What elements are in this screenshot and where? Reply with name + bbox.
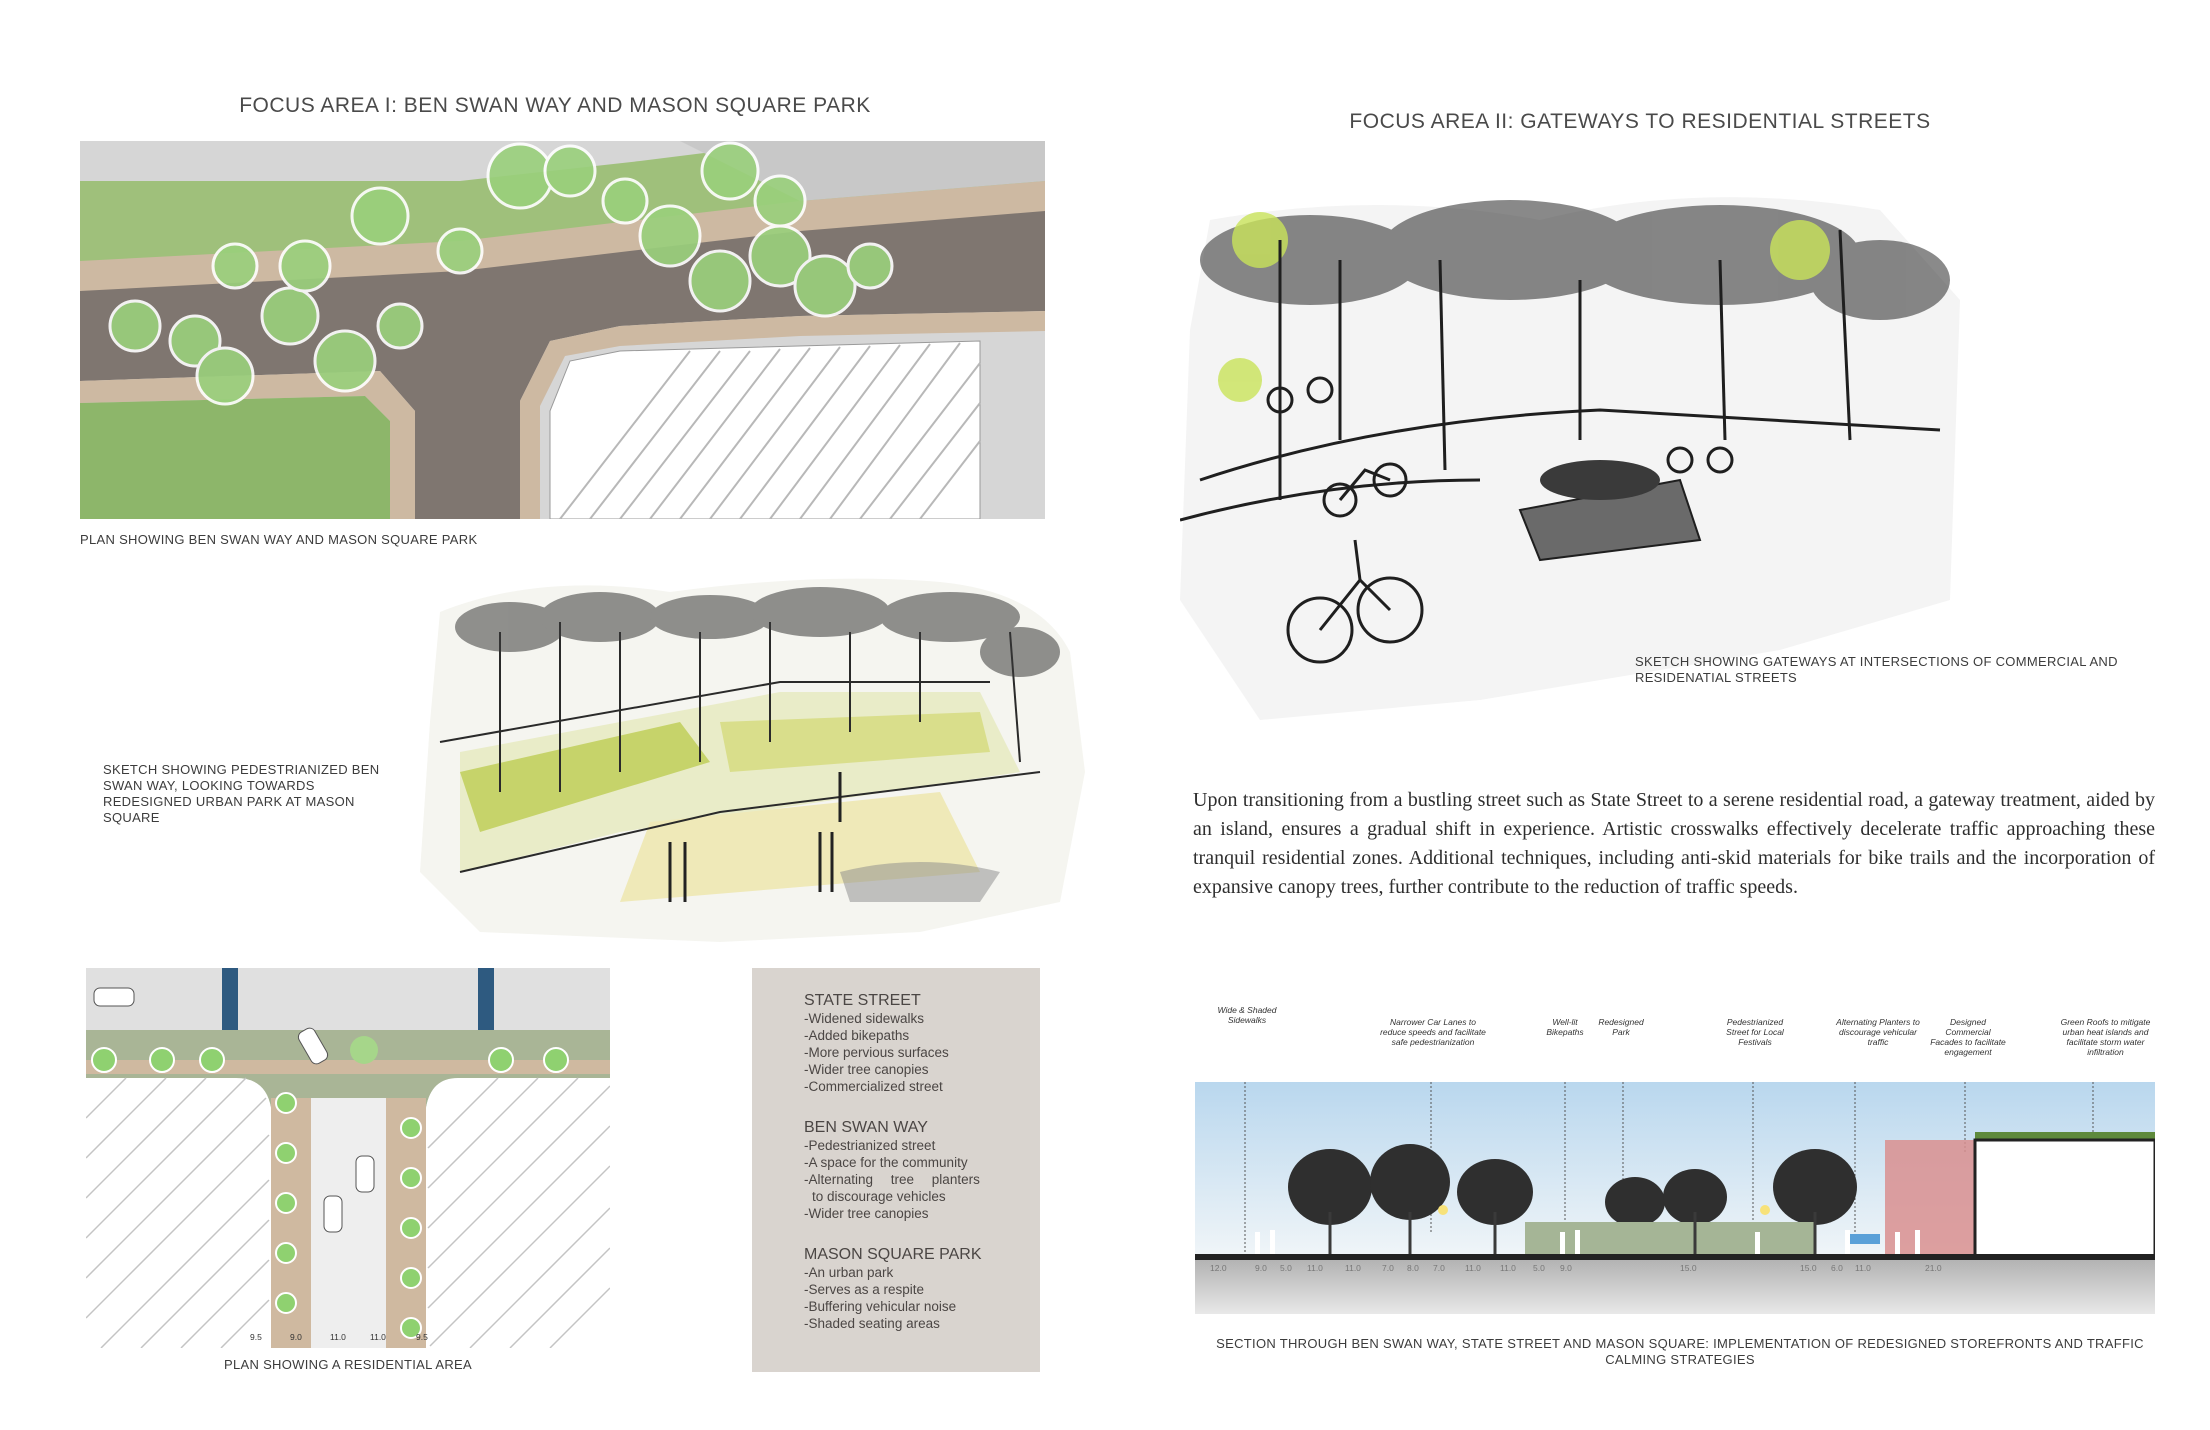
section-dimension: 6.0 (1831, 1263, 1843, 1273)
pedestrian-street-sketch (420, 572, 1085, 942)
legend-heading: BEN SWAN WAY (804, 1119, 928, 1136)
section-label-green-roofs: Green Roofs to mitigate urban heat islands and facilitate storm water infiltration (2060, 1017, 2151, 1057)
legend-item: -An urban park (804, 1265, 894, 1280)
section-dimension: 11.0 (1465, 1263, 1481, 1273)
legend-heading: STATE STREET (804, 992, 921, 1009)
legend-item: to discourage vehicles (812, 1189, 946, 1204)
section-label-park: Redesigned Park (1598, 1017, 1644, 1037)
legend-item: -Wider tree canopies (804, 1206, 929, 1221)
gateway-description: Upon transitioning from a bustling street such as State Street to a serene residential road, a gateway treatment, aided by an island, ensures a gradual shift in experience. Artistic crosswalks effectively decelerate traffic approaching these tranquil residential zones. Additional techniques, including anti-skid materials for bike trails and the incorporation of expansive canopy trees, further contribute to the reduction of traffic speeds. (1193, 789, 2155, 898)
section-dimension: 9.0 (1560, 1263, 1572, 1273)
legend-group-mason-square-park (804, 1246, 1006, 1332)
legend-heading: MASON SQUARE PARK (804, 1246, 982, 1263)
design-elements-legend (752, 968, 1040, 1372)
section-dimension: 11.0 (1855, 1263, 1871, 1273)
legend-item: -Alternating tree planters (804, 1172, 980, 1187)
section-dimension-row (1195, 1263, 2155, 1275)
focus-area-1-title: FOCUS AREA I: BEN SWAN WAY AND MASON SQUARE PARK (239, 94, 871, 117)
section-dimension: 11.0 (1500, 1263, 1516, 1273)
section-dimension: 9.0 (1255, 1263, 1267, 1273)
section-dimension: 21.0 (1925, 1263, 1942, 1273)
dimension-label: 9.5 (416, 1332, 428, 1342)
dimension-label: 11.0 (370, 1332, 386, 1342)
section-dimension: 7.0 (1382, 1263, 1394, 1273)
legend-group-ben-swan-way (804, 1119, 1006, 1222)
legend-item: -More pervious surfaces (804, 1045, 949, 1060)
legend-item: -Buffering vehicular noise (804, 1299, 957, 1314)
residential-area-plan (86, 968, 610, 1348)
section-dimension: 5.0 (1533, 1263, 1545, 1273)
residential-plan-caption: PLAN SHOWING A RESIDENTIAL AREA (224, 1357, 472, 1372)
dimension-label: 9.5 (250, 1332, 262, 1342)
section-dimension: 15.0 (1680, 1263, 1697, 1273)
focus-area-2-title: FOCUS AREA II: GATEWAYS TO RESIDENTIAL STREETS (1349, 110, 1931, 133)
street-section-drawing (1195, 1082, 2155, 1314)
section-label-sidewalks: Wide & Shaded Sidewalks (1217, 1005, 1277, 1025)
sketch-caption: SKETCH SHOWING PEDESTRIANIZED BEN SWAN WAY, LOOKING TOWARDS REDESIGNED URBAN PARK AT MASON SQUARE (103, 762, 380, 825)
residential-dimension-row (250, 1332, 450, 1344)
section-dimension: 7.0 (1433, 1263, 1445, 1273)
section-dimension: 5.0 (1280, 1263, 1292, 1273)
section-dimension: 8.0 (1407, 1263, 1419, 1273)
legend-item: -Widened sidewalks (804, 1011, 925, 1026)
section-label-pedestrianized-street: Pedestrianized Street for Local Festivals (1726, 1017, 1784, 1047)
section-caption: SECTION THROUGH BEN SWAN WAY, STATE STREET AND MASON SQUARE: IMPLEMENTATION OF REDESIGNED STOREFRONTS AND TRAFFIC CALMING STRATEGIES (1216, 1336, 2144, 1367)
dimension-label: 11.0 (330, 1332, 346, 1342)
section-label-facades: Designed Commercial Facades to facilitate engagement (1930, 1017, 2006, 1057)
legend-item: -A space for the community (804, 1155, 968, 1170)
legend-item: -Commercialized street (804, 1079, 943, 1094)
section-label-planters: Alternating Planters to discourage vehicular traffic (1836, 1017, 1920, 1047)
section-dimension: 15.0 (1800, 1263, 1817, 1273)
gateway-intersection-sketch (1180, 180, 1960, 720)
legend-item: -Pedestrianized street (804, 1138, 936, 1153)
section-label-car-lanes: Narrower Car Lanes to reduce speeds and facilitate safe pedestrianization (1380, 1017, 1486, 1047)
legend-group-state-street (804, 992, 1006, 1095)
legend-item: -Serves as a respite (804, 1282, 925, 1297)
section-dimension: 11.0 (1345, 1263, 1361, 1273)
section-dimension: 11.0 (1307, 1263, 1323, 1273)
ben-swan-way-site-plan (80, 141, 1045, 519)
section-label-bikepaths: Well-lit Bikepaths (1546, 1017, 1584, 1037)
legend-item: -Shaded seating areas (804, 1316, 940, 1331)
gateway-sketch-caption: SKETCH SHOWING GATEWAYS AT INTERSECTIONS OF COMMERCIAL AND RESIDENATIAL STREETS (1635, 654, 2118, 685)
site-plan-caption: PLAN SHOWING BEN SWAN WAY AND MASON SQUARE PARK (80, 532, 478, 547)
section-dimension: 12.0 (1210, 1263, 1227, 1273)
legend-item: -Added bikepaths (804, 1028, 910, 1043)
dimension-label: 9.0 (290, 1332, 302, 1342)
legend-item: -Wider tree canopies (804, 1062, 929, 1077)
